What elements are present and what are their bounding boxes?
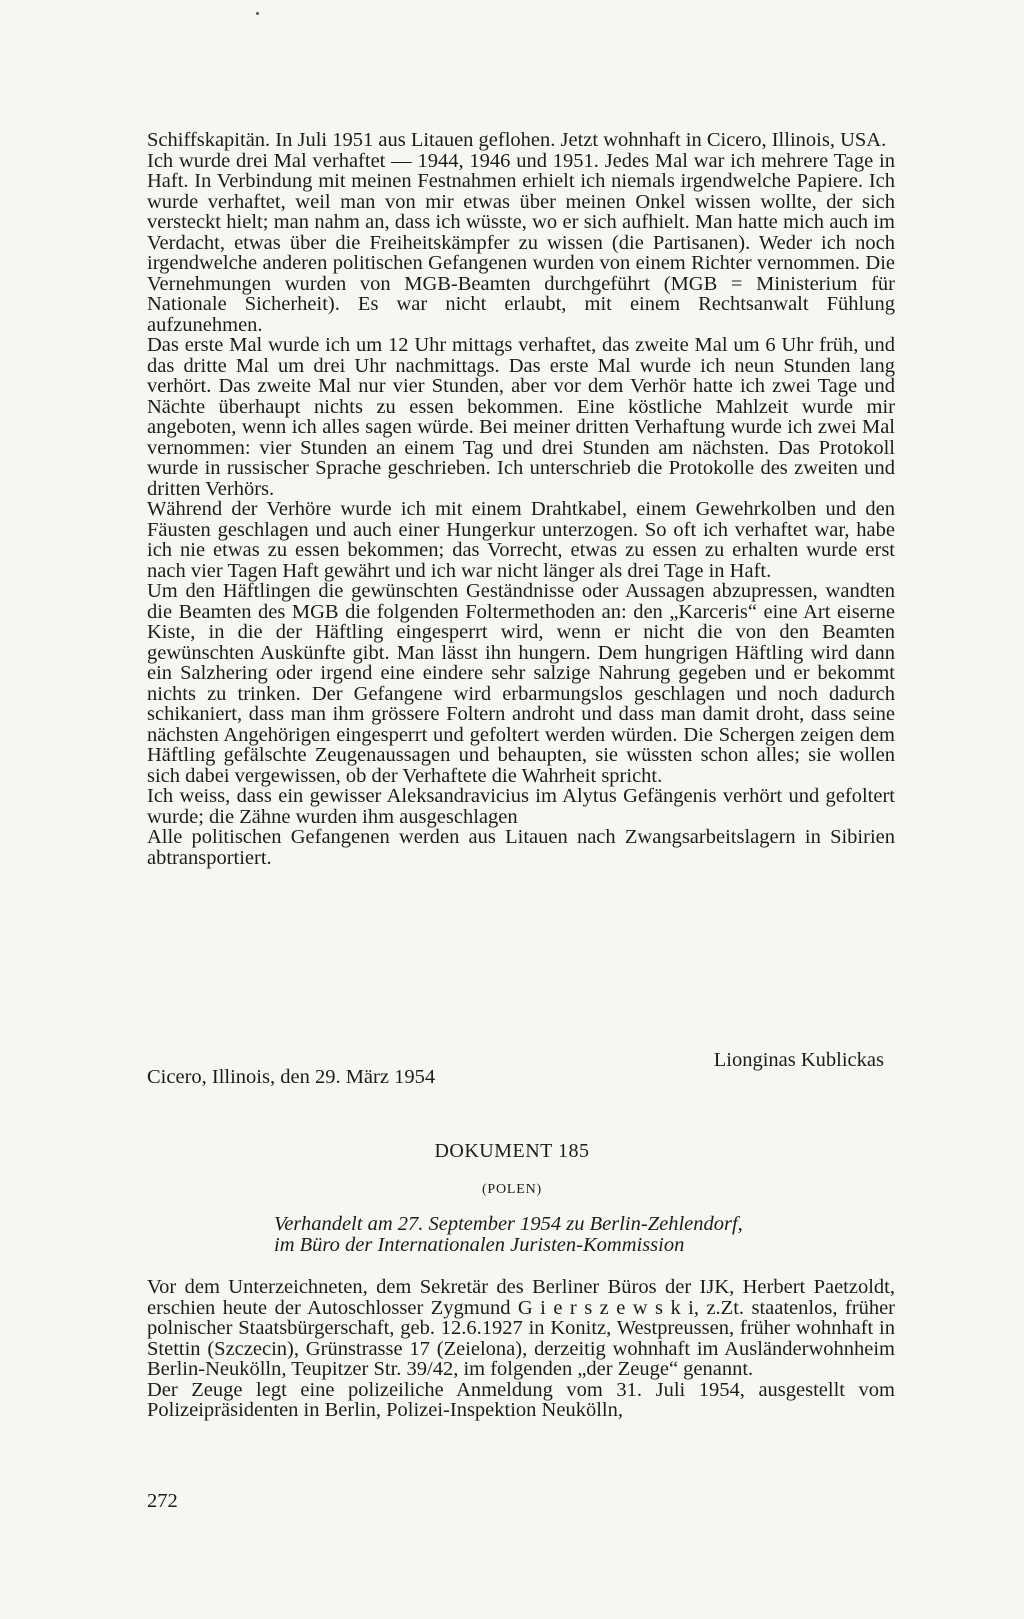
testimony-paragraph-3: Das erste Mal wurde ich um 12 Uhr mittags verhaftet, das zweite Mal um 6 Uhr früh, und das dritte Mal um drei Uhr nachmittags. Das erste Mal wurde ich neun Stunden lang verhört. Das zweite Mal nur vier Stunden, aber vor dem Verhör hatte ich zwei Tage und Nächte überhaupt nichts zu essen bekommen. Eine köstliche Mahlzeit wurde mir angeboten, wenn ich alles sagen würde. Bei meiner dritten Verhaftung wurde ich zwei Mal vernommen: vier Stunden an einem Tag und drei Stunden am nächsten. Das Protokoll wurde in russischer Sprache geschrieben. Ich unterschrieb die Protokolle des zweiten und dritten Verhörs. [147,334,895,500]
venue-line-2: im Büro der Internationalen Juristen-Kommission [274,1234,685,1256]
document-body [147,1277,895,1421]
venue-line-1: Verhandelt am 27. September 1954 zu Berlin-Zehlendorf, [274,1213,743,1235]
document-paragraph-2: Der Zeuge legt eine polizeiliche Anmeldung vom 31. Juli 1954, ausgestellt vom Polizeipräsidenten in Berlin, Polizei-Inspektion Neukölln, [147,1378,895,1421]
document-venue [274,1214,884,1256]
testimony-paragraph-6: Ich weiss, dass ein gewisser Aleksandravicius im Alytus Gefängenis verhört und gefoltert wurde; die Zähne wurden ihm ausgeschlagen [147,785,895,828]
signature-name: Lionginas Kublickas [713,1049,884,1071]
testimony-paragraph-2: Ich wurde drei Mal verhaftet — 1944, 1946 und 1951. Jedes Mal war ich mehrere Tage in Haft. In Verbindung mit meinen Festnahmen erhielt ich niemals irgendwelche Papiere. Ich wurde verhaftet, weil man von mir etwas über meinen Onkel wissen wollte, der sich versteckt hielt; man nahm an, dass ich wüsste, wo er sich aufhielt. Man hatte mich auch im Verdacht, etwas über die Freiheitskämpfer zu wissen (die Partisanen). Weder ich noch irgendwelche anderen politischen Gefangenen wurden von einem Richter vernommen. Die Vernehmungen wurden von MGB-Beamten durchgeführt (MGB = Ministerium für Nationale Sicherheit). Es war nicht erlaubt, mit einem Rechtsanwalt Fühlung aufzunehmen. [147,149,895,336]
testimony-paragraph-4: Während der Verhöre wurde ich mit einem Drahtkabel, einem Gewehrkolben und den Fäusten geschlagen und auch einer Hungerkur unterzogen. So oft ich verhaftet war, habe ich nie etwas zu essen bekommen; das Vorrecht, etwas zu essen zu erhalten wurde erst nach vier Tagen Haft gewährt und ich war nicht länger als drei Tage in Haft. [147,498,895,582]
document-title: DOKUMENT 185 [434,1140,590,1162]
document-country: (POLEN) [481,1182,543,1197]
testimony-paragraph-1: Schiffskapitän. In Juli 1951 aus Litauen geflohen. Jetzt wohnhaft in Cicero, Illinois, USA. [147,129,887,151]
print-speck [256,12,259,15]
page-number: 272 [147,1490,178,1512]
testimony-body [147,130,895,868]
signature-place-date: Cicero, Illinois, den 29. März 1954 [147,1066,436,1088]
testimony-paragraph-7: Alle politischen Gefangenen werden aus Litauen nach Zwangsarbeitslagern in Sibirien abtransportiert. [147,826,895,869]
testimony-paragraph-5: Um den Häftlingen die gewünschten Geständnisse oder Aussagen abzupressen, wandten die Beamten des MGB die folgenden Foltermethoden an: den „Karceris“ eine Art eiserne Kiste, in die der Häftling eingesperrt wird, wenn er nicht die von den Beamten gewünschten Auskünfte gibt. Man lässt ihn hungern. Dem hungrigen Häftling wird dann ein Salzhering oder irgend eine eindere sehr salzige Nahrung gegeben und er bekommt nichts zu trinken. Der Gefangene wird erbarmungslos geschlagen und noch dadurch schikaniert, dass man ihm grössere Foltern androht und dass man damit droht, dass seine nächsten Angehörigen eingesperrt und gefoltert werden würden. Die Schergen zeigen dem Häftling gefälschte Zeugenaussagen und behaupten, sie wüssten schon alles; sie wollen sich dabei vergewissen, ob der Verhaftete die Wahrheit spricht. [147,580,895,787]
document-paragraph-1: Vor dem Unterzeichneten, dem Sekretär des Berliner Büros der IJK, Herbert Paetzoldt, erschien heute der Autoschlosser Zygmund G i e r s z e w s k i, z.Zt. staatenlos, früher polnischer Staatsbürgerschaft, geb. 12.6.1927 in Konitz, Westpreussen, früher wohnhaft in Stettin (Szczecin), Grünstrasse 17 (Zeielona), derzeitig wohnhaft im Ausländerwohnheim Berlin-Neukölln, Teupitzer Str. 39/42, im folgenden „der Zeuge“ genannt. [147,1276,895,1380]
